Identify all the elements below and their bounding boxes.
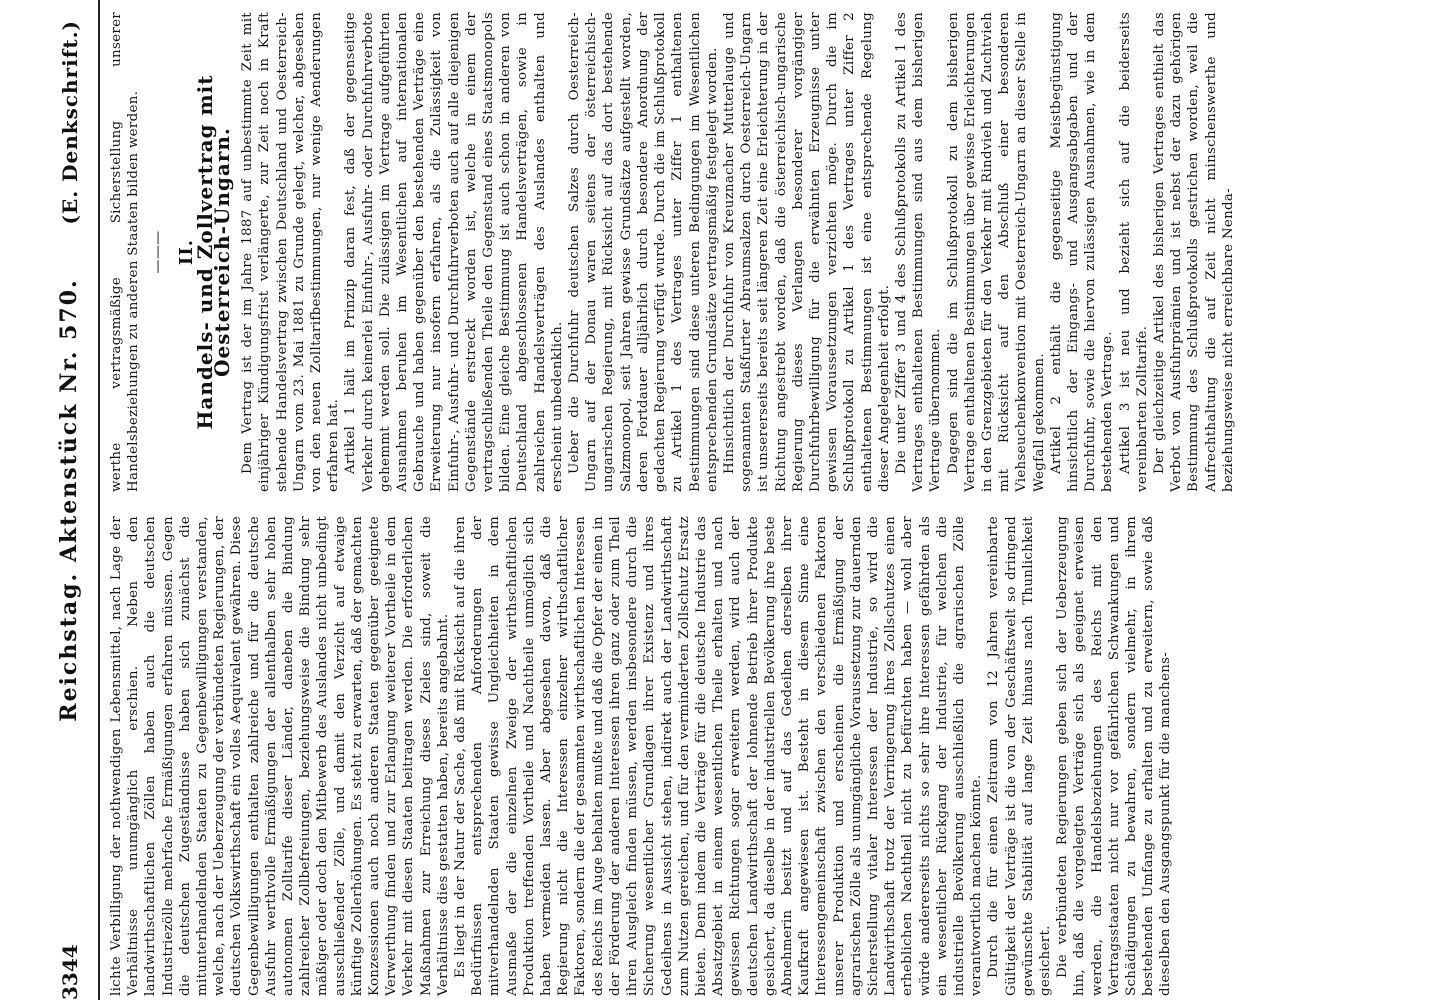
- digitization-credit: [1400, 0, 1430, 1000]
- left-paragraph-4: Die verbündeten Regierungen geben sich der Ueberzeugung hin, daß die vorgelegten Verträge sich als geeignet erweisen werden, die Handelsbeziehungen des Reichs mit den Vertragsstaaten nicht nur vor gefährlichen Schwankungen und Schädigungen zu bewahren, sondern vielmehr, in ihrem bestehenden Umfange zu erhalten und zu erweitern, sowie daß dieselben den Ausgangspunkt für die manchens-: [1055, 516, 1174, 996]
- left-column: [108, 516, 1175, 996]
- right-paragraph-3: Artikel 1 hält im Prinzip daran fest, daß der gegenseitige Verkehr durch keinerlei Einfuhr-, Ausfuhr- oder Durchfuhrverbote gehemmt werden soll. Die zulässigen im Vertrage aufgeführten Ausnahmen beruhen im Wesentlichen auf internationalen Gebrauche und haben gegenüber den bestehenden Verträge eine Erweiterung nur insofern erfahren, als die Zulässigkeit von Einfuhr-, Ausfuhr- und Durchfuhrverboten auch auf alle diejenigen Gegenstände erstreckt worden ist, welche in einem der vertragschließenden Theile den Gegenstand eines Staatsmonopols bilden. Eine gleiche Bestimmung ist auch schon in anderen von Deutschland abgeschlossenen Handelsverträgen, sowie in zahlreichen Handelsverträgen des Auslandes enthalten und erscheint unbedenklich.: [343, 12, 565, 492]
- page-title: Reichstag. Aktenstück Nr. 570.: [56, 278, 82, 722]
- right-paragraph-7: Dagegen sind die im Schlußprotokoll zu dem bisherigen Vertrage enthaltenen Bestimmungen über gewisse Erleichterungen in den Grenzgebieten für den Verkehr mit Rindvieh und Zuchtvieh mit Rücksicht auf den Abschluß einer besonderen Viehseuchenkonvention mit Oesterreich-Ungarn an dieser Stelle in Wegfall gekommen.: [945, 12, 1047, 492]
- right-paragraph-2: Dem Vertrag ist der im Jahre 1887 auf unbestimmte Zeit mit einjähriger Kündigungsfrist verlängerte, zur Zeit noch in Kraft stehende Handelsvertrag zwischen Deutschland und Oesterreich-Ungarn vom 23. Mai 1881 zu Grunde gelegt, welcher, abgesehen von den neuen Zolltarifbestimmungen, nur wenige Aenderungen erfahren hat.: [240, 12, 342, 492]
- left-paragraph-3: Durch die für einen Zeitraum von 12 Jahren vereinbarte Gültigkeit der Verträge ist die von der Geschäftswelt so dringend gewünschte Stabilität auf lange Zeit hinaus nach Thunlichkeit gesichert.: [986, 516, 1053, 996]
- page-header: [50, 0, 94, 1000]
- page-subtitle: (E. Denkschrift.): [58, 20, 82, 225]
- right-paragraph-1: werthe vertragsmäßige Sicherstellung unserer Handelsbeziehungen zu anderen Staaten bilden werden.: [109, 12, 142, 492]
- right-paragraph-4: Ueber die Durchfuhr deutschen Salzes durch Oesterreich-Ungarn auf der Donau waren seitens der österreichisch-ungarischen Regierung, mit Rücksicht auf das dort bestehende Salzmonopol, seit Jahren gewisse Grundsätze aufgestellt worden, deren Fortdauer alljährlich durch besondere Anordnung der gedachten Regierung verfügt wurde. Durch die im Schlußprotokoll zu Artikel 1 des Vertrages unter Ziffer 1 enthaltenen Bestimmungen sind diese unteren Bedingungen im Wesentlichen entsprechenden Grundsätze vertragsmäßig festgelegt worden.: [567, 12, 720, 492]
- left-paragraph-2: Es liegt in der Natur der Sache, daß mit Rücksicht auf die ihren Bedürfnissen entsprechenden Anforderungen der mitverhandelnden Staaten gewisse Ungleichheiten in dem Ausmaße der die einzelnen Zweige der wirthschaftlichen Produktion treffenden Vortheile und Nachtheile unmöglich sich haben vermeiden lassen. Aber abgesehen davon, daß die Regierung nicht die Interessen einzelner wirthschaftlicher Faktoren, sondern die der gesammten wirthschaftlichen Interessen des Reichs im Auge behalten mußte und daß die Opfer der einen in der Förderung der anderen Interessen ihren ganz oder zum Theil ihren Ausgleich finden müssen, werden insbesondere durch die Sicherung wesentlicher Grundlagen ihrer Existenz und ihres Gedeihens in Aussicht stehen, indirekt auch der Landwirthschaft zum Nutzen gereichen, und für den verminderten Zollschutz Ersatz bieten. Denn indem die Verträge für die deutsche Industrie das Absatzgebiet in einem wesentlichen Theile erhalten und nach gewissen Richtungen sogar erweitern werden, wird auch der deutschen Landwirthschaft der lohnende Betrieb ihrer Produkte gesichert, da dieselbe in der industriellen Bevölkerung ihre beste Abnehmerin besitzt und auf das Gedeihen derselben ihrer Kaufkraft angewiesen ist. Besteht in diesem Sinne eine Interessengemeinschaft zwischen den verschiedenen Faktoren unserer Produktion und erscheinen die Ermäßigung der agrarischen Zölle als unumgängliche Voraussetzung zur dauernden Sicherstellung vitaler Interessen der Industrie, so wird die Landwirthschaft trotz der Verringerung ihres Zollschutzes einen erheblichen Nachtheil nicht zu befürchten haben — wohl aber würde andererseits nichts so sehr ihre Interessen gefährden als ein wesentlicher Rückgang der Industrie, für welchen die industrielle Bevölkerung ausschließlich die agrarischen Zölle verantwortlich machen könnte.: [453, 516, 985, 996]
- page-number: 3344: [58, 944, 82, 1000]
- header-rule: [98, 0, 100, 1000]
- rotated-document-page: [50, 0, 1430, 1000]
- left-paragraph-1: lichte Verbilligung der nothwendigen Lebensmittel, nach Lage der Verhältnisse unumgänglich erschien. Neben den landwirthschaftlichen Zöllen haben auch die deutschen Industriezölle mehrfache Ermäßigungen erfahren müssen. Gegen die deutschen Zugeständnisse haben sich zunächst die mitunterhandelnden Staaten zu Gegenbewilligungen verstanden, welche, nach der Ueberzeugung der verbündeten Regierungen, der deutschen Volkswirthschaft ein volles Aequivalent gewähren. Diese Gegenbewilligungen enthalten zahlreiche und für die deutsche Ausfuhr werthvolle Ermäßigungen der allenthalben sehr hohen autonomen Zolltarife dieser Länder, daneben die Bindung zahlreicher Zollbefreiungen, beziehungsweise die Bindung sehr mäßiger oder doch den Mitbewerb des Auslandes nicht unbedingt ausschließender Zölle, und damit den Verzicht auf etwaige künftige Zollerhöhungen. Es steht zu erwarten, daß der gemachten Konzessionen auch noch anderen Staaten gegenüber geeignete Verwerthung finden und zur Erlangung weiterer Vortheile in dem Verkehr mit diesen Staaten beitragen werden. Die erforderlichen Maßnahmen zur Erreichung dieses Zieles sind, soweit die Verhältnisse dies gestatten haben, bereits angebahnt.: [109, 516, 451, 996]
- right-paragraph-5: Hinsichtlich der Durchfuhr von Kreuznacher Mutterlauge und sogenannten Staßfurter Abraumsalzen durch Oesterreich-Ungarn ist unsererseits bereits seit längeren Zeit eine Erleichterung in der Richtung angestrebt worden, daß die österreichisch-ungarische Regierung dieses Verlangen besonderer vorgängiger Durchfuhrbewilligung für die erwähnten Erzeugnisse unter gewissen Voraussetzungen verzichten möge. Durch die im Schlußprotokoll zu Artikel 1 des Vertrages unter Ziffer 2 enthaltenen Bestimmungen ist eine entsprechende Regelung dieser Angelegenheit erfolgt.: [721, 12, 892, 492]
- right-paragraph-10: Der gleichzeitige Artikel des bisherigen Vertrages enthielt das Verbot von Ausfuhrprämien und ist nebst der dazu gehörigen Bestimmung des Schlußprotokolls gestrichen worden, weil die Aufrechthaltung die auf Zeit nicht minschenswerthe und beziehungsweise nicht erreichbare Nenda-: [1151, 12, 1236, 492]
- section-title: Handels- und Zollvertrag mit Oesterreich-Ungarn.: [192, 74, 235, 430]
- section-separator: ———: [150, 230, 167, 274]
- right-paragraph-8: Artikel 2 enthält die gegenseitige Meistbegünstigung hinsichtlich der Eingangs- und Ausgangsabgaben und der Durchfuhr, sowie die hiervon zulässigen Ausnahmen, wie in dem bestehenden Vertrage.: [1048, 12, 1116, 492]
- right-column: [108, 12, 1237, 492]
- right-paragraph-6: Die unter Ziffer 3 und 4 des Schlußprotokolls zu Artikel 1 des Vertrages enthaltenen Bestimmungen sind aus dem bisherigen Vertrage übernommen.: [893, 12, 944, 492]
- right-paragraph-9: Artikel 3 ist neu und bezieht sich auf die beiderseits vereinbarten Zolltarife.: [1117, 12, 1150, 492]
- section-number: II.: [175, 238, 197, 266]
